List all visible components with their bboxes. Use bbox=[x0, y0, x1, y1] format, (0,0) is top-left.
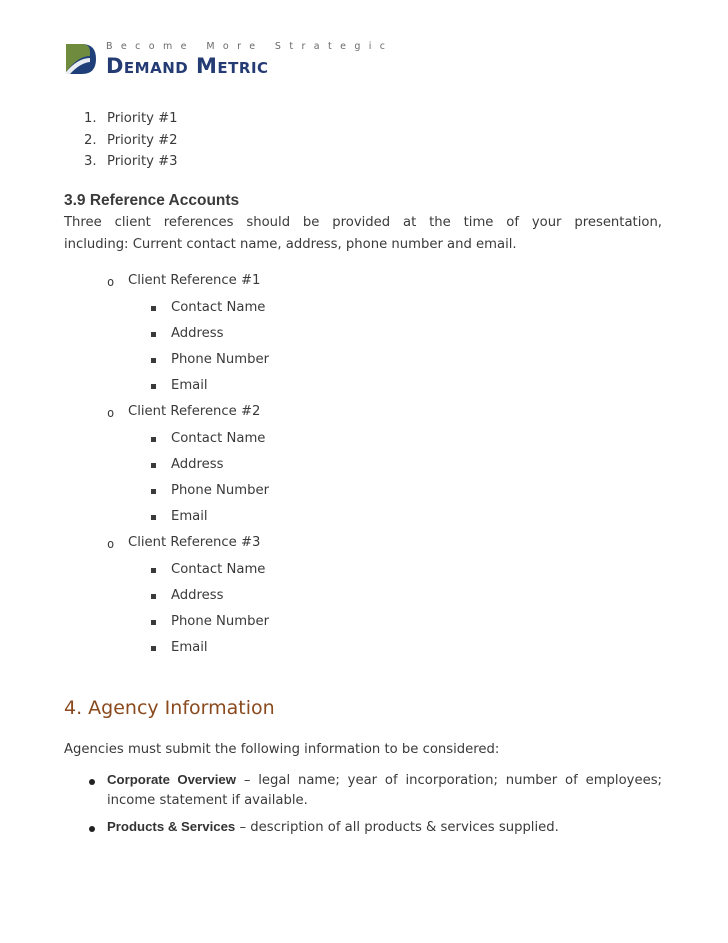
square-bullet-icon bbox=[151, 463, 156, 468]
reference-field: Phone Number bbox=[171, 614, 270, 629]
agency-item-line bbox=[107, 819, 559, 835]
reference-field: Address bbox=[171, 326, 224, 341]
reference-field: Phone Number bbox=[171, 483, 270, 498]
square-bullet-icon bbox=[151, 437, 156, 442]
logo-mark-icon bbox=[64, 42, 98, 76]
circle-bullet-icon: o bbox=[107, 406, 115, 420]
round-bullet-icon bbox=[89, 779, 95, 785]
reference-field: Email bbox=[171, 640, 208, 655]
reference-field: Email bbox=[171, 378, 208, 393]
square-bullet-icon bbox=[151, 620, 156, 625]
square-bullet-icon bbox=[151, 489, 156, 494]
agency-item-term: Products & Services bbox=[107, 819, 236, 834]
agency-item-desc: – legal name; year of incorporation; number of employees; bbox=[235, 773, 663, 788]
demand-metric-logo bbox=[64, 40, 394, 80]
square-bullet-icon bbox=[151, 594, 156, 599]
client-reference-label: Client Reference #3 bbox=[128, 535, 261, 550]
agency-item-line bbox=[107, 772, 662, 788]
priority-number: 3. bbox=[84, 154, 97, 169]
client-reference-label: Client Reference #1 bbox=[128, 273, 261, 288]
logo-tagline: Become More Strategic bbox=[106, 41, 394, 52]
reference-field: Address bbox=[171, 588, 224, 603]
section-intro: Agencies must submit the following information to be considered: bbox=[64, 742, 500, 757]
reference-field: Contact Name bbox=[171, 300, 266, 315]
agency-item-desc: – description of all products & services supplied. bbox=[235, 820, 559, 835]
agency-item-desc-cont: income statement if available. bbox=[107, 793, 308, 808]
reference-field: Email bbox=[171, 509, 208, 524]
agency-item-term: Corporate Overview bbox=[107, 772, 236, 787]
reference-field: Contact Name bbox=[171, 562, 266, 577]
round-bullet-icon bbox=[89, 826, 95, 832]
priority-number: 2. bbox=[84, 133, 97, 148]
priority-item: Priority #2 bbox=[107, 133, 178, 148]
priority-number: 1. bbox=[84, 111, 97, 126]
client-reference-label: Client Reference #2 bbox=[128, 404, 261, 419]
priority-item: Priority #1 bbox=[107, 111, 178, 126]
circle-bullet-icon: o bbox=[107, 537, 115, 551]
priority-item: Priority #3 bbox=[107, 154, 178, 169]
square-bullet-icon bbox=[151, 646, 156, 651]
section-paragraph-line: including: Current contact name, address, phone number and email. bbox=[64, 237, 517, 252]
reference-field: Phone Number bbox=[171, 352, 270, 367]
section-paragraph-line: Three client references should be provided at the time of your presentation, bbox=[64, 215, 662, 230]
reference-field: Contact Name bbox=[171, 431, 266, 446]
circle-bullet-icon: o bbox=[107, 275, 115, 289]
square-bullet-icon bbox=[151, 515, 156, 520]
section-heading-4: 4. Agency Information bbox=[64, 697, 275, 719]
square-bullet-icon bbox=[151, 358, 156, 363]
square-bullet-icon bbox=[151, 306, 156, 311]
square-bullet-icon bbox=[151, 332, 156, 337]
square-bullet-icon bbox=[151, 568, 156, 573]
square-bullet-icon bbox=[151, 384, 156, 389]
section-heading-3-9: 3.9 Reference Accounts bbox=[64, 192, 240, 209]
logo-brand-name: Demand Metric bbox=[106, 54, 269, 78]
reference-field: Address bbox=[171, 457, 224, 472]
